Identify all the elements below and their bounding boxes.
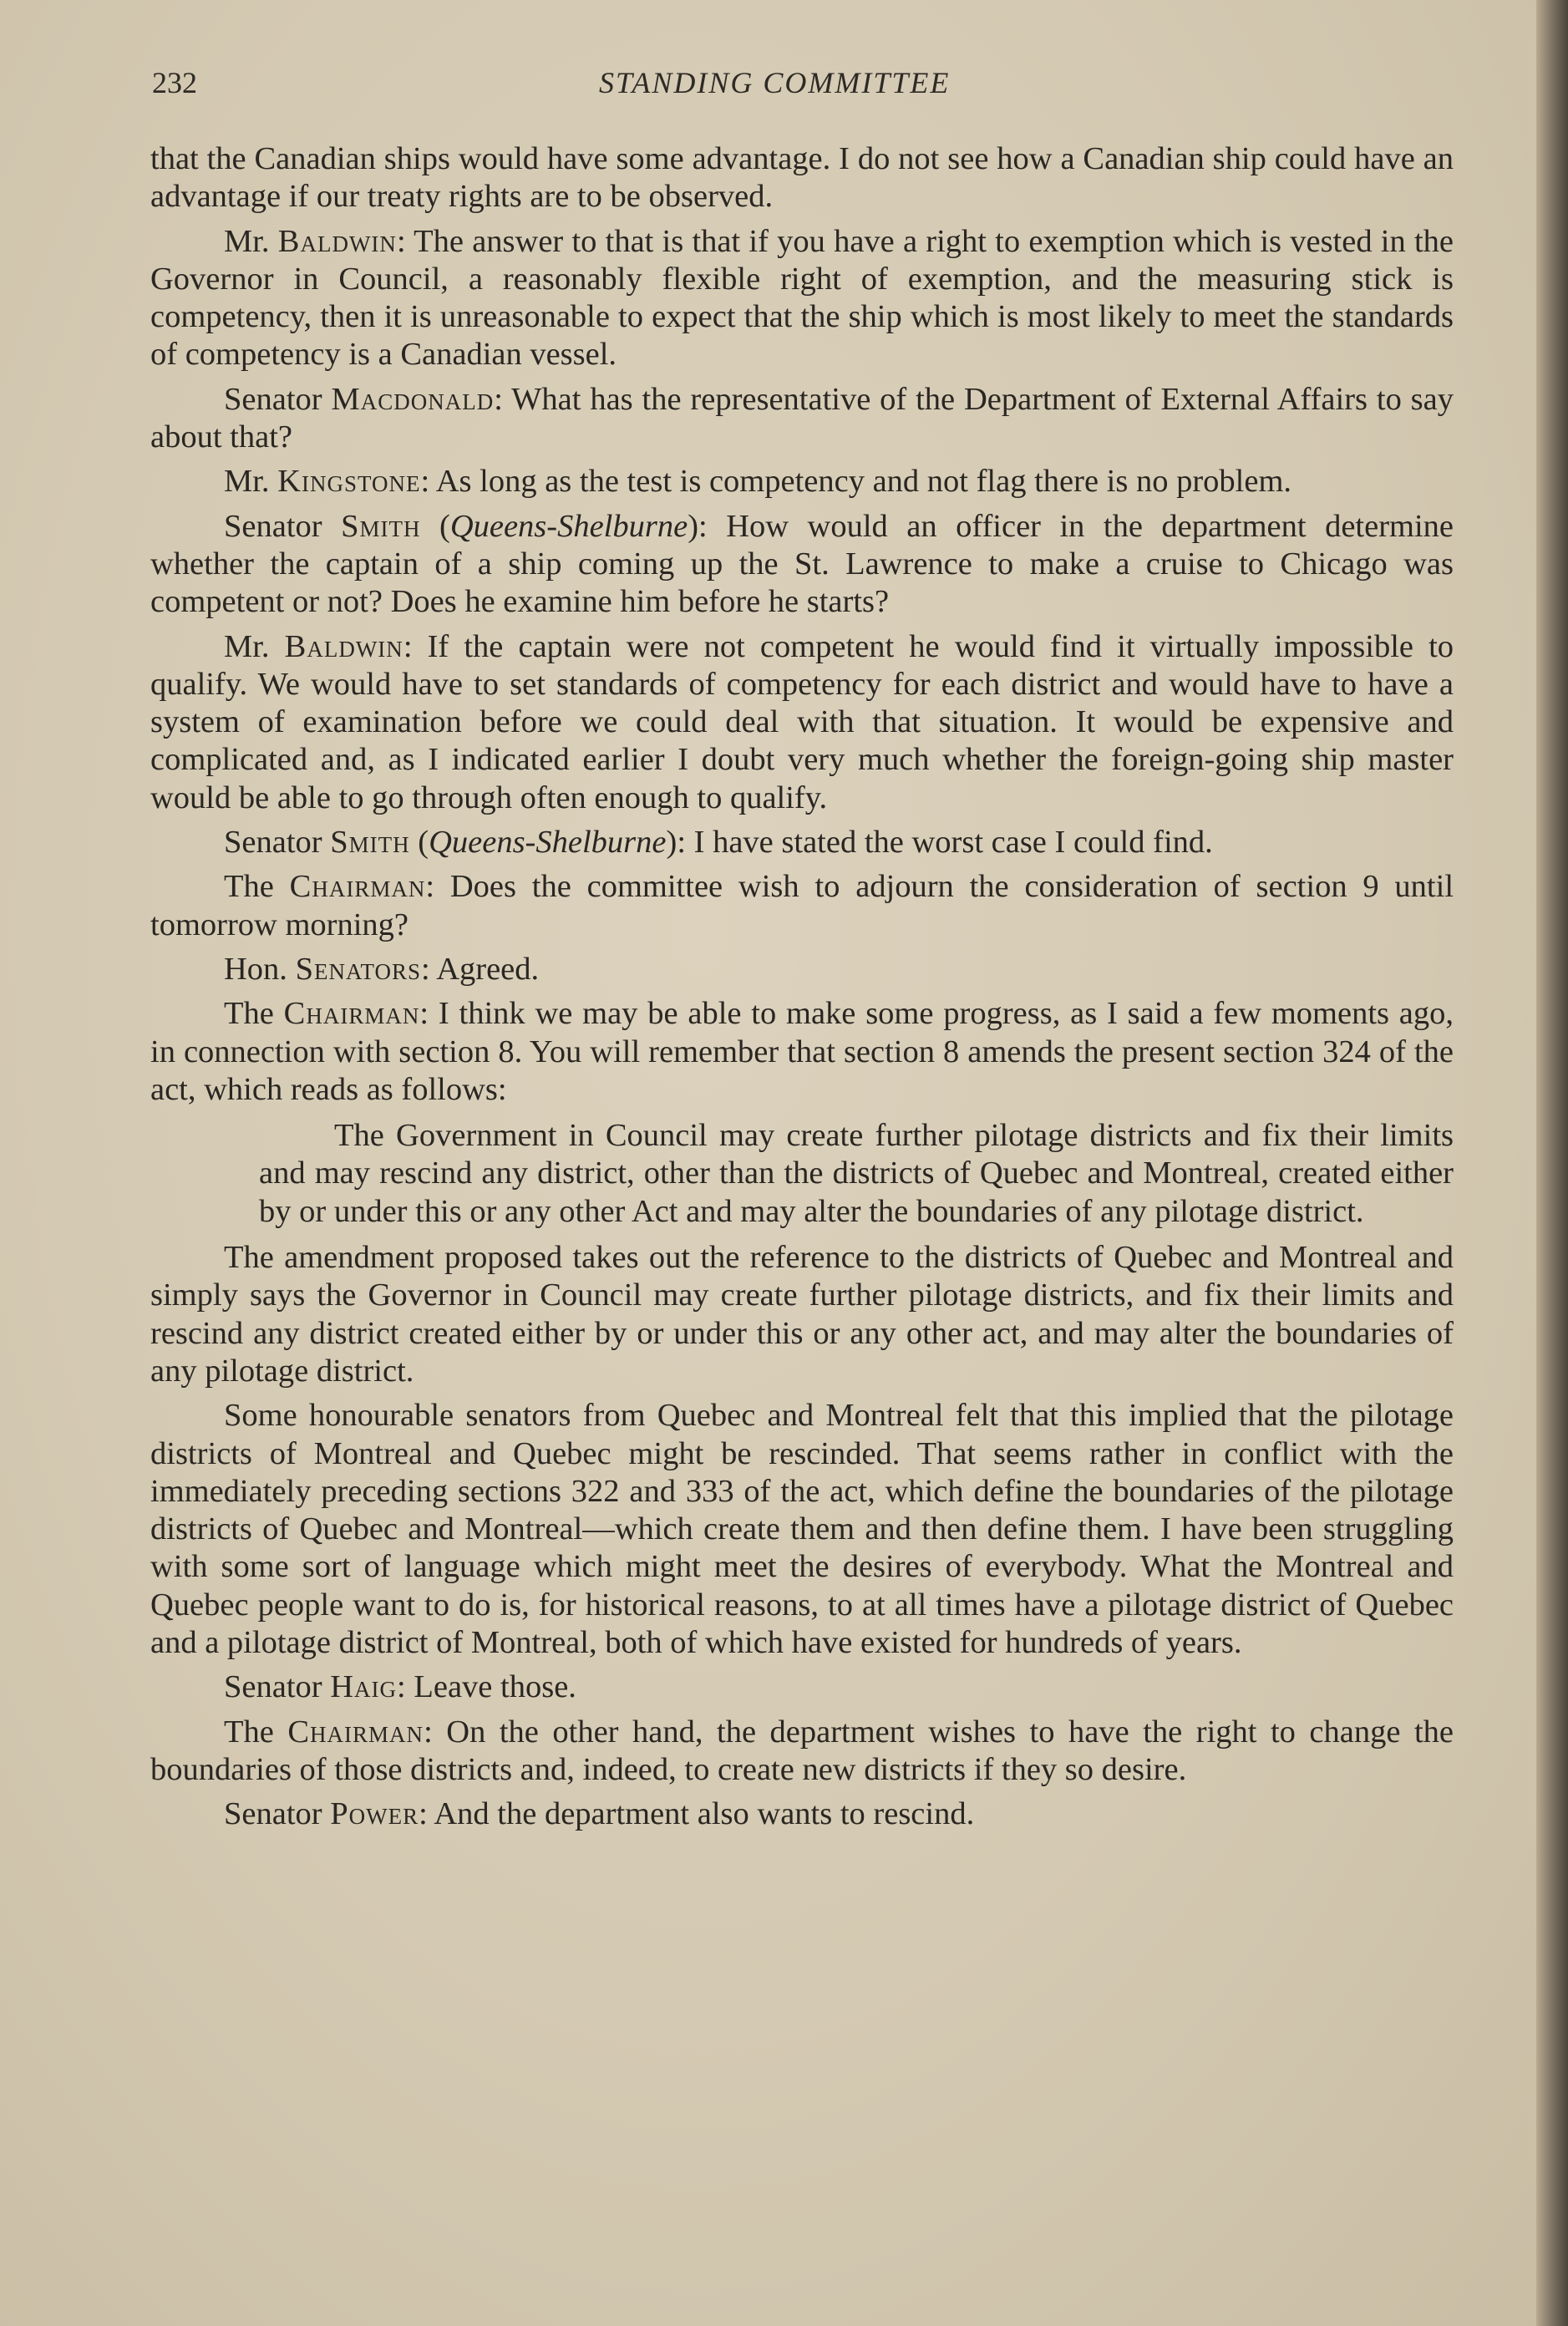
page-number: 232 (152, 66, 197, 99)
speaker-name: Chairman (287, 1714, 424, 1750)
paragraph (150, 381, 1454, 457)
block-quote (259, 1117, 1454, 1231)
paragraph (150, 140, 1454, 216)
speaker-name: Power (330, 1796, 419, 1832)
speaker-name: Senators (295, 951, 421, 987)
speaker-qualifier: Queens-Shelburne (449, 508, 688, 544)
paragraph-text: I think we may be able to make some progress, as I said a few moments ago, in connection with section 8. You will remember that section 8 amends the present section 324 of the act, which reads as follows: (150, 996, 1454, 1107)
paragraph (150, 868, 1454, 944)
speaker-prefix: The (224, 869, 274, 905)
speaker-prefix: Mr. (224, 464, 270, 500)
paragraph-text: On the other hand, the department wishes to have the right to change the boundaries of those districts and, indeed, to create new districts if they so desire. (150, 1714, 1454, 1787)
speaker-colon: : (425, 869, 435, 905)
speaker-name: Smith (330, 825, 410, 861)
speaker-colon: : (419, 996, 429, 1032)
speaker-prefix: Senator (224, 381, 322, 417)
speaker-qualifier: Queens-Shelburne (429, 825, 667, 861)
speaker-prefix: Senator (224, 1669, 322, 1705)
speaker-name: Smith (341, 508, 421, 544)
speaker-name: Baldwin (277, 223, 397, 259)
paragraph-text: Leave those. (414, 1669, 576, 1705)
quote-text: The Government in Council may create further pilotage districts and fix their limits and may rescind any district, other than the districts of Quebec and Montreal, created either by or under this or any other Act and may alter the boundaries of any pilotage district. (259, 1118, 1454, 1229)
speaker-prefix: The (224, 996, 274, 1032)
speaker-prefix: The (224, 1714, 274, 1750)
speaker-name: Macdonald (331, 381, 495, 417)
paragraph (150, 223, 1454, 374)
paragraph (150, 951, 1454, 988)
paragraph-text: The answer to that is that if you have a right to exemption which is vested in the Governor in Council, a reasonably flexible right of exemption, and the measuring stick is competency, then it is unreasonable to expect that the ship which is most likely to meet the standards of competency is a Canadian vessel. (150, 223, 1454, 373)
paragraph-text: And the department also wants to rescind. (434, 1796, 975, 1832)
paragraph-text: Does the committee wish to adjourn the consideration of section 9 until tomorrow morning? (150, 869, 1454, 942)
paragraph-text: As long as the test is competency and not flag there is no problem. (435, 464, 1292, 500)
speaker-colon: : (397, 1669, 406, 1705)
paragraph-text: Agreed. (436, 951, 540, 987)
speaker-colon: : (419, 1796, 428, 1832)
paragraph (150, 1714, 1454, 1790)
paragraph-text: I have stated the worst case I could find. (693, 825, 1213, 861)
speaker-colon: : (424, 1714, 433, 1750)
speaker-colon: : (421, 951, 430, 987)
speaker-colon: : (494, 381, 503, 417)
page-body (150, 140, 1454, 1840)
paragraph: Senator Smith (Queens-Shelburne): I have stated the worst case I could find. (224, 825, 1213, 861)
speaker-prefix: Hon. (224, 951, 287, 987)
paragraph-text: How would an officer in the department determine whether the captain of a ship coming up the St. Lawrence to make a cruise to Chicago was competent or not? Does he examine him before he starts? (150, 508, 1454, 620)
paragraph (150, 1795, 1454, 1833)
paragraph-text: What has the representative of the Department of External Affairs to say about that? (150, 381, 1454, 455)
paragraph: Senator Smith (Queens-Shelburne): How would an officer in the department determine whether the captain of a ship coming up the St. Lawrence to make a cruise to Chicago was competent or not? Does he examine him before he starts? (150, 508, 1454, 620)
paragraph-text: If the captain were not competent he would find it virtually impossible to qualify. We would have to set standards of competency for each district and would have to have a system of examination before we could deal with that situation. It would be expensive and complicated and, as I indicated earlier I doubt very much whether the foreign-going ship master would be able to go through often enough to qualify. (150, 628, 1454, 815)
running-head: STANDING COMMITTEE (599, 66, 951, 99)
paragraph-text: Some honourable senators from Quebec and Montreal felt that this implied that the pilotage districts of Montreal and Quebec might be rescinded. That seems rather in conflict with the immediately preceding sections 322 and 333 of the act, which define the boundaries of the pilotage districts of Quebec and Montreal—which create them and then define them. I have been struggling with some sort of language which might meet the desires of everybody. What the Montreal and Quebec people want to do is, for historical reasons, to at all times have a pilotage district of Quebec and a pilotage district of Montreal, both of which have existed for hundreds of years. (150, 1398, 1454, 1660)
paragraph (150, 1239, 1454, 1390)
page-header (152, 65, 1455, 109)
speaker-name: Kingstone (277, 464, 421, 500)
speaker-prefix: Senator (224, 825, 322, 861)
paragraph (150, 628, 1454, 817)
speaker-name: Baldwin (284, 628, 403, 664)
speaker-name: Chairman (283, 996, 420, 1032)
speaker-colon: : (677, 825, 687, 861)
paragraph (150, 1397, 1454, 1662)
speaker-prefix: Senator (224, 508, 322, 544)
speaker-name: Chairman (289, 869, 426, 905)
speaker-name: Haig (330, 1669, 398, 1705)
speaker-colon: : (420, 464, 430, 500)
speaker-colon: : (403, 628, 413, 664)
speaker-colon: : (698, 508, 708, 544)
paragraph (150, 463, 1454, 500)
speaker-prefix: Senator (224, 1796, 322, 1832)
speaker-prefix: Mr. (224, 628, 270, 664)
paragraph-text: that the Canadian ships would have some advantage. I do not see how a Canadian ship could have an advantage if our treaty rights are to be observed. (150, 141, 1454, 215)
paragraph (150, 1668, 1454, 1706)
book-spine-edge (1536, 0, 1568, 2326)
speaker-colon: : (396, 223, 406, 259)
paragraph-text: The amendment proposed takes out the reference to the districts of Quebec and Montreal and simply says the Governor in Council may create further pilotage districts, and fix their limits and rescind any district created either by or under this or any other act, and may alter the boundaries of any pilotage district. (150, 1240, 1454, 1389)
speaker-prefix: Mr. (224, 223, 270, 259)
paragraph (150, 995, 1454, 1109)
